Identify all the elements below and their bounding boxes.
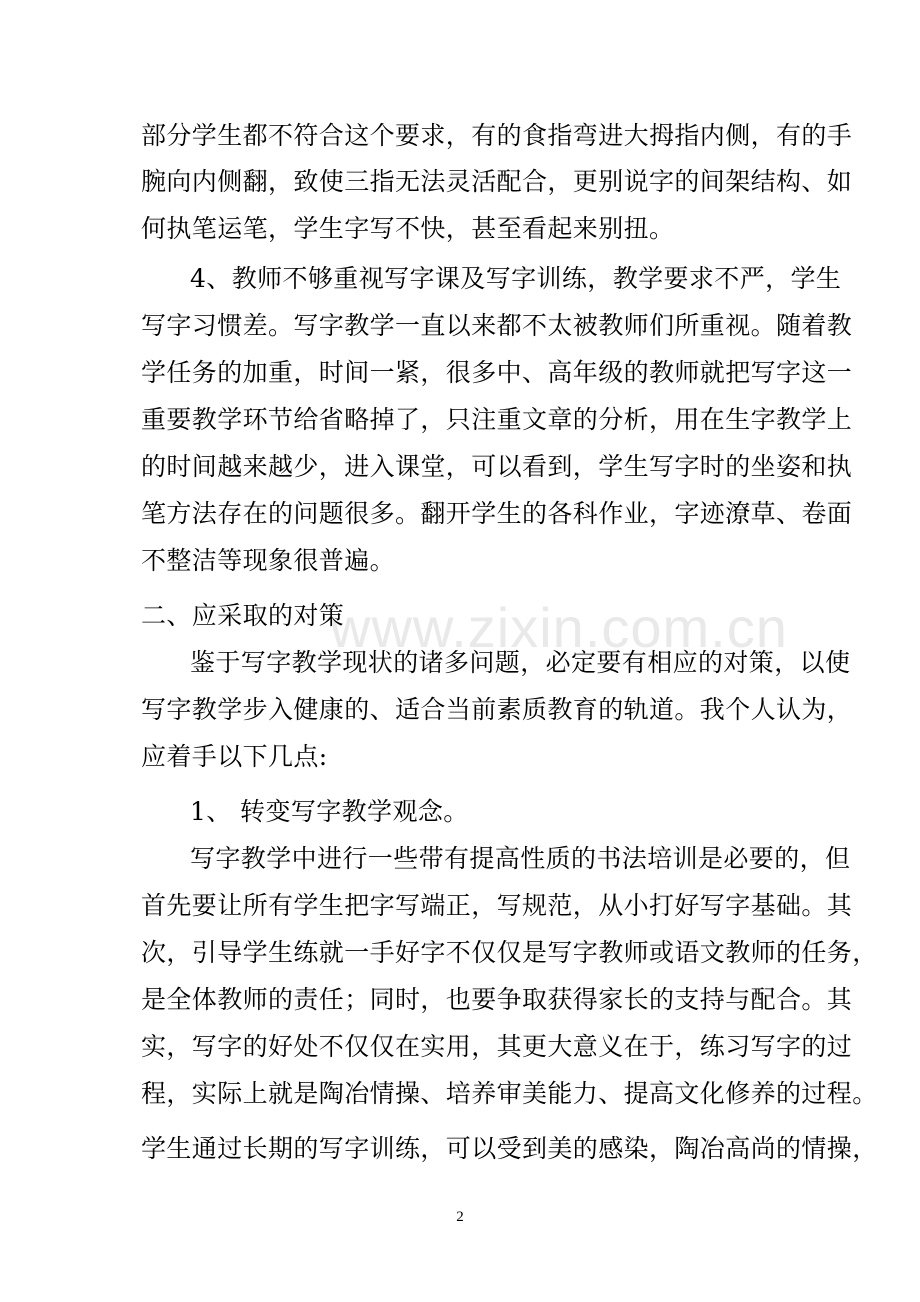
body-line-20: 实，写字的好处不仅仅在实用，其更大意义在于，练习写字的过 xyxy=(141,1032,853,1061)
body-line-17: 首先要让所有学生把字写端正，写规范，从小打好写字基础。其 xyxy=(141,891,853,920)
body-line-7: 重要教学环节给省略掉了，只注重文章的分析，用在生字教学上 xyxy=(141,405,853,434)
body-line-12: 鉴于写字教学现状的诸多问题，必定要有相应的对策，以使 xyxy=(190,648,851,677)
body-line-14: 应着手以下几点: xyxy=(141,742,328,771)
body-line-4: 4、教师不够重视写字课及写字训练，教学要求不严，学生 xyxy=(190,264,842,293)
page-number: 2 xyxy=(456,1209,464,1225)
list-item-heading: 1、 转变写字教学观念。 xyxy=(190,797,469,826)
body-line-6: 学任务的加重，时间一紧，很多中、高年级的教师就把写字这一 xyxy=(141,358,853,387)
section-heading: 二、应采取的对策 xyxy=(141,601,345,630)
body-line-1: 部分学生都不符合这个要求，有的食指弯进大拇指内侧，有的手 xyxy=(141,121,853,150)
body-line-8: 的时间越来越少，进入课堂，可以看到，学生写字时的坐姿和执 xyxy=(141,452,853,481)
body-line-9: 笔方法存在的问题很多。翻开学生的各科作业，字迹潦草、卷面 xyxy=(141,499,853,528)
watermark: www.zixin.com.cn xyxy=(330,596,788,659)
body-line-22: 学生通过长期的写字训练，可以受到美的感染，陶冶高尚的情操， xyxy=(141,1134,878,1163)
body-line-18: 次，引导学生练就一手好字不仅仅是写字教师或语文教师的任务， xyxy=(141,938,878,967)
body-line-10: 不整洁等现象很普遍。 xyxy=(141,546,396,575)
body-line-21: 程，实际上就是陶冶情操、培养审美能力、提高文化修养的过程。 xyxy=(141,1079,878,1108)
body-line-3: 何执笔运笔，学生字写不快，甚至看起来别扭。 xyxy=(141,214,675,243)
body-line-19: 是全体教师的责任；同时，也要争取获得家长的支持与配合。其 xyxy=(141,985,853,1014)
body-line-16: 写字教学中进行一些带有提高性质的书法培训是必要的，但 xyxy=(190,844,851,873)
body-line-13: 写字教学步入健康的、适合当前素质教育的轨道。我个人认为， xyxy=(141,695,853,724)
body-line-5: 写字习惯差。写字教学一直以来都不太被教师们所重视。随着教 xyxy=(141,311,853,340)
body-line-2: 腕向内侧翻，致使三指无法灵活配合，更别说字的间架结构、如 xyxy=(141,167,853,196)
